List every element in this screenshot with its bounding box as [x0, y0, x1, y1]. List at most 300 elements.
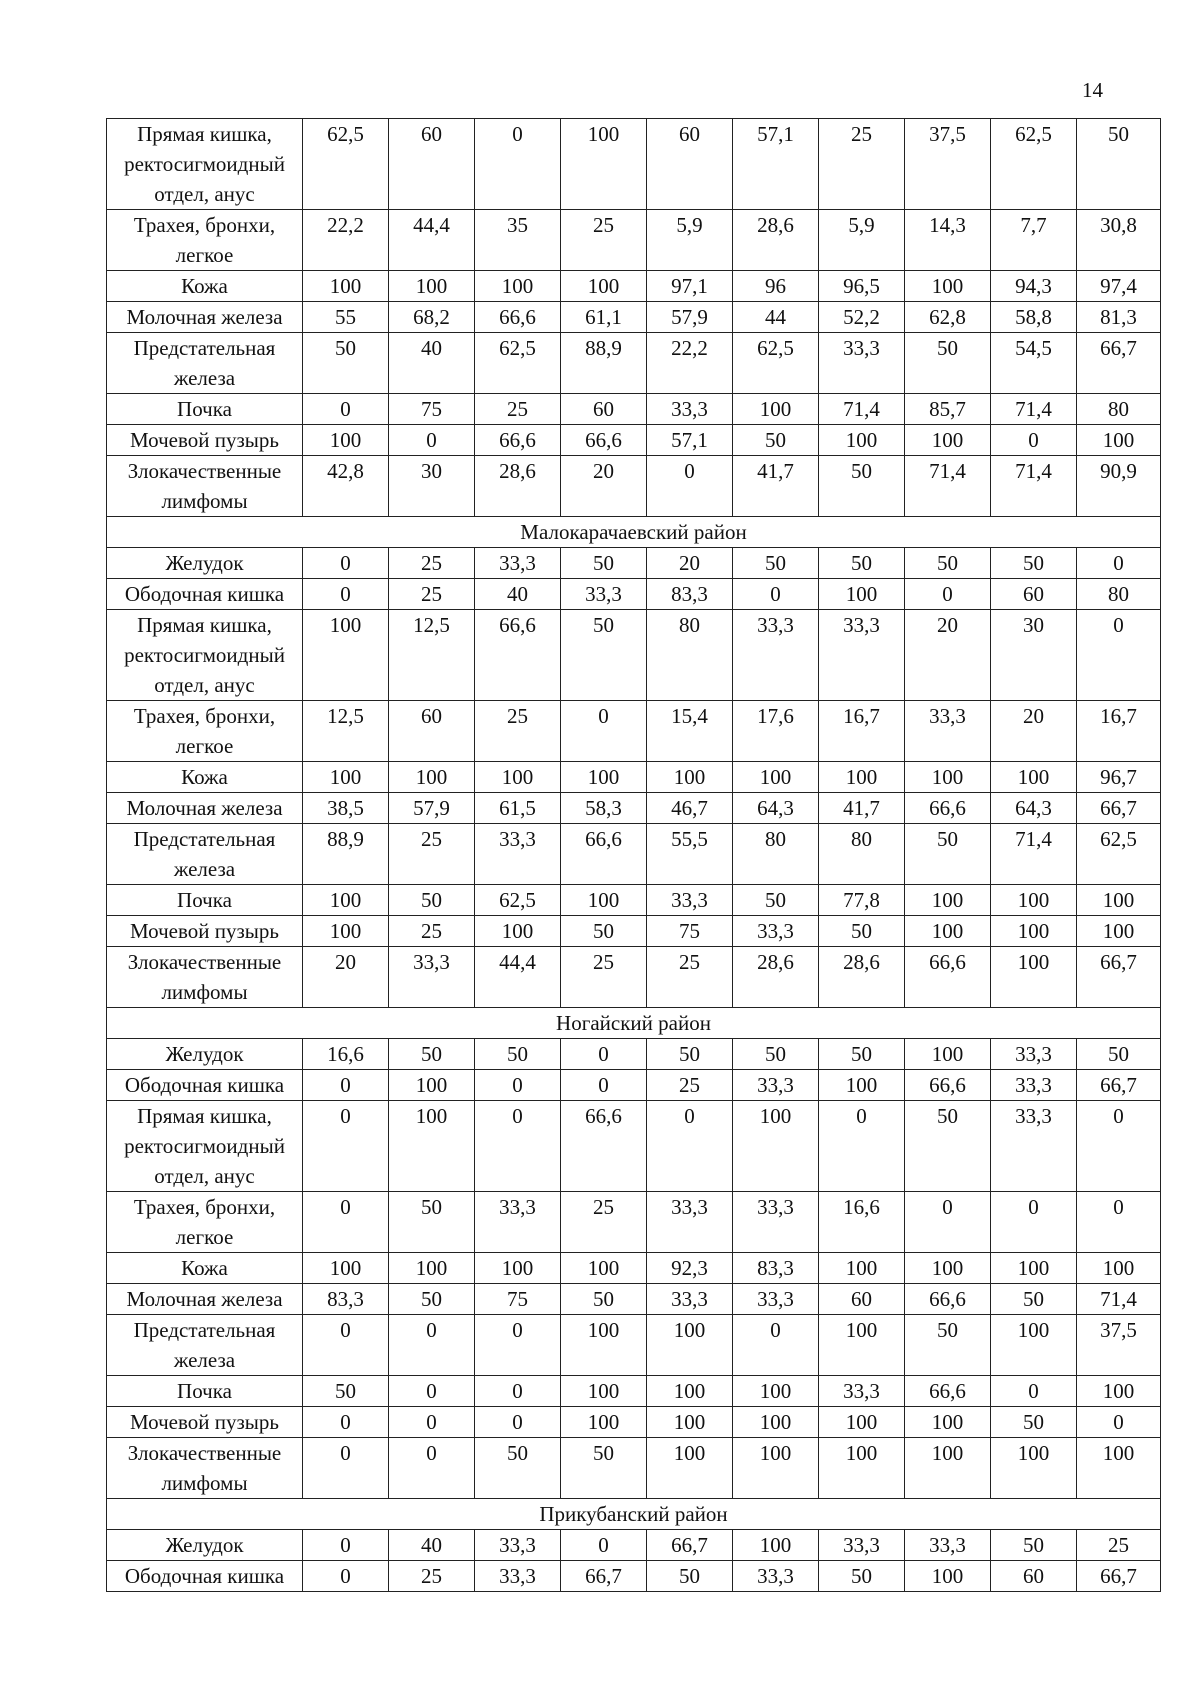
value-cell: 96 [733, 271, 819, 302]
row-label: Молочная железа [107, 1284, 303, 1315]
value-cell: 38,5 [303, 793, 389, 824]
value-cell: 80 [1077, 394, 1161, 425]
value-cell: 0 [389, 1376, 475, 1407]
value-cell: 0 [647, 1101, 733, 1192]
value-cell: 80 [819, 824, 905, 885]
value-cell: 50 [819, 1561, 905, 1592]
value-cell: 22,2 [647, 333, 733, 394]
value-cell: 40 [389, 333, 475, 394]
value-cell: 0 [475, 1070, 561, 1101]
value-cell: 75 [475, 1284, 561, 1315]
value-cell: 57,1 [733, 119, 819, 210]
value-cell: 60 [647, 119, 733, 210]
value-cell: 44 [733, 302, 819, 333]
value-cell: 50 [905, 824, 991, 885]
row-label: Предстательная железа [107, 1315, 303, 1376]
value-cell: 58,3 [561, 793, 647, 824]
section-header-row [107, 517, 1161, 548]
value-cell: 66,6 [561, 425, 647, 456]
row-label: Злокачественные лимфомы [107, 1438, 303, 1499]
value-cell: 81,3 [1077, 302, 1161, 333]
value-cell: 0 [991, 1192, 1077, 1253]
value-cell: 0 [389, 1438, 475, 1499]
section-title: Прикубанский район [107, 1499, 1161, 1530]
value-cell: 100 [475, 1253, 561, 1284]
table-row [107, 1101, 1161, 1192]
value-cell: 25 [561, 947, 647, 1008]
value-cell: 100 [733, 1438, 819, 1499]
value-cell: 14,3 [905, 210, 991, 271]
value-cell: 37,5 [905, 119, 991, 210]
table-row [107, 425, 1161, 456]
value-cell: 33,3 [475, 824, 561, 885]
value-cell: 20 [647, 548, 733, 579]
value-cell: 50 [819, 456, 905, 517]
value-cell: 25 [389, 916, 475, 947]
value-cell: 71,4 [1077, 1284, 1161, 1315]
table-row [107, 1438, 1161, 1499]
value-cell: 100 [475, 916, 561, 947]
value-cell: 40 [389, 1530, 475, 1561]
value-cell: 33,3 [819, 610, 905, 701]
value-cell: 33,3 [991, 1039, 1077, 1070]
value-cell: 100 [991, 1315, 1077, 1376]
value-cell: 33,3 [475, 548, 561, 579]
value-cell: 71,4 [991, 456, 1077, 517]
value-cell: 100 [905, 1253, 991, 1284]
value-cell: 100 [733, 1376, 819, 1407]
value-cell: 66,7 [1077, 1561, 1161, 1592]
value-cell: 0 [475, 1101, 561, 1192]
table-row [107, 824, 1161, 885]
value-cell: 30 [991, 610, 1077, 701]
value-cell: 20 [561, 456, 647, 517]
value-cell: 66,6 [905, 1070, 991, 1101]
value-cell: 0 [561, 1070, 647, 1101]
value-cell: 100 [819, 425, 905, 456]
value-cell: 62,5 [1077, 824, 1161, 885]
value-cell: 50 [905, 548, 991, 579]
value-cell: 33,3 [733, 610, 819, 701]
value-cell: 33,3 [475, 1561, 561, 1592]
row-label: Прямая кишка, ректосигмоидный отдел, анус [107, 1101, 303, 1192]
value-cell: 33,3 [991, 1070, 1077, 1101]
value-cell: 64,3 [991, 793, 1077, 824]
value-cell: 0 [561, 701, 647, 762]
table-row [107, 333, 1161, 394]
row-label: Желудок [107, 1039, 303, 1070]
value-cell: 0 [1077, 1101, 1161, 1192]
value-cell: 25 [561, 1192, 647, 1253]
value-cell: 55,5 [647, 824, 733, 885]
value-cell: 100 [819, 579, 905, 610]
value-cell: 50 [991, 548, 1077, 579]
value-cell: 40 [475, 579, 561, 610]
value-cell: 100 [819, 1315, 905, 1376]
value-cell: 100 [389, 1101, 475, 1192]
value-cell: 50 [475, 1438, 561, 1499]
value-cell: 100 [647, 1315, 733, 1376]
value-cell: 94,3 [991, 271, 1077, 302]
value-cell: 100 [561, 119, 647, 210]
value-cell: 50 [991, 1284, 1077, 1315]
section-title: Ногайский район [107, 1008, 1161, 1039]
value-cell: 16,7 [819, 701, 905, 762]
value-cell: 16,6 [303, 1039, 389, 1070]
value-cell: 0 [303, 1101, 389, 1192]
value-cell: 50 [905, 333, 991, 394]
value-cell: 83,3 [733, 1253, 819, 1284]
value-cell: 0 [819, 1101, 905, 1192]
value-cell: 100 [733, 394, 819, 425]
value-cell: 50 [561, 1438, 647, 1499]
value-cell: 66,6 [561, 824, 647, 885]
table-row [107, 1192, 1161, 1253]
value-cell: 0 [647, 456, 733, 517]
value-cell: 100 [905, 1438, 991, 1499]
value-cell: 66,7 [1077, 793, 1161, 824]
value-cell: 33,3 [647, 394, 733, 425]
value-cell: 50 [733, 425, 819, 456]
value-cell: 25 [389, 824, 475, 885]
value-cell: 96,5 [819, 271, 905, 302]
value-cell: 60 [561, 394, 647, 425]
value-cell: 54,5 [991, 333, 1077, 394]
value-cell: 100 [561, 1253, 647, 1284]
value-cell: 55 [303, 302, 389, 333]
row-label: Ободочная кишка [107, 579, 303, 610]
value-cell: 100 [905, 916, 991, 947]
value-cell: 20 [991, 701, 1077, 762]
table-row [107, 394, 1161, 425]
value-cell: 100 [1077, 1438, 1161, 1499]
value-cell: 71,4 [991, 824, 1077, 885]
value-cell: 100 [561, 885, 647, 916]
row-label: Злокачественные лимфомы [107, 947, 303, 1008]
value-cell: 66,6 [905, 793, 991, 824]
row-label: Почка [107, 885, 303, 916]
value-cell: 66,6 [905, 1284, 991, 1315]
value-cell: 71,4 [905, 456, 991, 517]
value-cell: 66,6 [561, 1101, 647, 1192]
row-label: Трахея, бронхи, легкое [107, 210, 303, 271]
table-row [107, 456, 1161, 517]
section-header-row [107, 1008, 1161, 1039]
value-cell: 44,4 [389, 210, 475, 271]
value-cell: 50 [819, 1039, 905, 1070]
value-cell: 100 [905, 271, 991, 302]
value-cell: 66,7 [1077, 1070, 1161, 1101]
section-header-row [107, 1499, 1161, 1530]
value-cell: 0 [991, 1376, 1077, 1407]
value-cell: 20 [905, 610, 991, 701]
row-label: Молочная железа [107, 302, 303, 333]
value-cell: 92,3 [647, 1253, 733, 1284]
value-cell: 62,8 [905, 302, 991, 333]
value-cell: 0 [303, 579, 389, 610]
table-row [107, 1284, 1161, 1315]
value-cell: 44,4 [475, 947, 561, 1008]
row-label: Прямая кишка, ректосигмоидный отдел, анус [107, 119, 303, 210]
value-cell: 50 [733, 1039, 819, 1070]
value-cell: 100 [303, 1253, 389, 1284]
table-row [107, 1070, 1161, 1101]
value-cell: 5,9 [819, 210, 905, 271]
value-cell: 25 [475, 394, 561, 425]
value-cell: 88,9 [561, 333, 647, 394]
value-cell: 50 [1077, 119, 1161, 210]
row-label: Ободочная кишка [107, 1561, 303, 1592]
value-cell: 97,4 [1077, 271, 1161, 302]
value-cell: 0 [561, 1039, 647, 1070]
value-cell: 28,6 [819, 947, 905, 1008]
section-title: Малокарачаевский район [107, 517, 1161, 548]
row-label: Мочевой пузырь [107, 425, 303, 456]
value-cell: 100 [733, 762, 819, 793]
value-cell: 66,7 [1077, 333, 1161, 394]
value-cell: 100 [647, 762, 733, 793]
value-cell: 0 [475, 119, 561, 210]
value-cell: 41,7 [819, 793, 905, 824]
table-row [107, 302, 1161, 333]
value-cell: 100 [819, 1253, 905, 1284]
value-cell: 100 [819, 1407, 905, 1438]
row-label: Кожа [107, 1253, 303, 1284]
value-cell: 100 [991, 947, 1077, 1008]
value-cell: 33,3 [733, 1070, 819, 1101]
table-row [107, 1315, 1161, 1376]
value-cell: 100 [991, 1438, 1077, 1499]
row-label: Почка [107, 1376, 303, 1407]
table-row [107, 271, 1161, 302]
value-cell: 5,9 [647, 210, 733, 271]
value-cell: 68,2 [389, 302, 475, 333]
page-number: 14 [1082, 78, 1103, 102]
value-cell: 83,3 [303, 1284, 389, 1315]
value-cell: 33,3 [905, 1530, 991, 1561]
value-cell: 60 [991, 579, 1077, 610]
value-cell: 0 [303, 548, 389, 579]
value-cell: 50 [389, 1039, 475, 1070]
value-cell: 25 [561, 210, 647, 271]
value-cell: 66,7 [561, 1561, 647, 1592]
value-cell: 100 [389, 1253, 475, 1284]
value-cell: 100 [647, 1376, 733, 1407]
value-cell: 50 [647, 1039, 733, 1070]
value-cell: 62,5 [475, 333, 561, 394]
value-cell: 50 [905, 1101, 991, 1192]
value-cell: 71,4 [991, 394, 1077, 425]
incidence-table [106, 118, 1161, 1592]
value-cell: 100 [561, 1407, 647, 1438]
value-cell: 100 [905, 1407, 991, 1438]
row-label: Мочевой пузырь [107, 1407, 303, 1438]
value-cell: 100 [303, 271, 389, 302]
table-row [107, 762, 1161, 793]
value-cell: 100 [991, 762, 1077, 793]
value-cell: 33,3 [733, 1192, 819, 1253]
value-cell: 46,7 [647, 793, 733, 824]
value-cell: 90,9 [1077, 456, 1161, 517]
value-cell: 80 [647, 610, 733, 701]
value-cell: 62,5 [475, 885, 561, 916]
value-cell: 100 [1077, 1376, 1161, 1407]
value-cell: 57,9 [389, 793, 475, 824]
value-cell: 25 [389, 579, 475, 610]
value-cell: 57,9 [647, 302, 733, 333]
value-cell: 0 [1077, 610, 1161, 701]
value-cell: 33,3 [819, 1376, 905, 1407]
row-label: Мочевой пузырь [107, 916, 303, 947]
value-cell: 75 [647, 916, 733, 947]
value-cell: 88,9 [303, 824, 389, 885]
value-cell: 0 [303, 1315, 389, 1376]
value-cell: 50 [389, 885, 475, 916]
value-cell: 33,3 [733, 1561, 819, 1592]
value-cell: 100 [303, 425, 389, 456]
table-row [107, 885, 1161, 916]
value-cell: 50 [561, 916, 647, 947]
table-row [107, 1039, 1161, 1070]
value-cell: 35 [475, 210, 561, 271]
value-cell: 0 [905, 1192, 991, 1253]
row-label: Желудок [107, 1530, 303, 1561]
value-cell: 28,6 [733, 947, 819, 1008]
value-cell: 33,3 [647, 1284, 733, 1315]
value-cell: 100 [303, 610, 389, 701]
value-cell: 100 [1077, 425, 1161, 456]
value-cell: 100 [1077, 885, 1161, 916]
value-cell: 100 [905, 1561, 991, 1592]
value-cell: 28,6 [733, 210, 819, 271]
value-cell: 62,5 [733, 333, 819, 394]
value-cell: 22,2 [303, 210, 389, 271]
value-cell: 33,3 [389, 947, 475, 1008]
value-cell: 0 [303, 394, 389, 425]
value-cell: 33,3 [819, 1530, 905, 1561]
value-cell: 25 [647, 1070, 733, 1101]
value-cell: 50 [303, 333, 389, 394]
value-cell: 41,7 [733, 456, 819, 517]
value-cell: 61,5 [475, 793, 561, 824]
value-cell: 0 [561, 1530, 647, 1561]
value-cell: 25 [819, 119, 905, 210]
value-cell: 12,5 [389, 610, 475, 701]
value-cell: 50 [561, 548, 647, 579]
value-cell: 0 [389, 1315, 475, 1376]
value-cell: 50 [819, 548, 905, 579]
value-cell: 66,6 [905, 1376, 991, 1407]
value-cell: 0 [303, 1438, 389, 1499]
value-cell: 28,6 [475, 456, 561, 517]
value-cell: 100 [561, 1376, 647, 1407]
value-cell: 97,1 [647, 271, 733, 302]
table-row [107, 1253, 1161, 1284]
value-cell: 50 [991, 1407, 1077, 1438]
value-cell: 100 [1077, 916, 1161, 947]
value-cell: 25 [389, 548, 475, 579]
value-cell: 0 [905, 579, 991, 610]
row-label: Прямая кишка, ректосигмоидный отдел, анус [107, 610, 303, 701]
value-cell: 100 [905, 885, 991, 916]
value-cell: 100 [389, 271, 475, 302]
table-row [107, 701, 1161, 762]
value-cell: 0 [389, 425, 475, 456]
value-cell: 100 [1077, 1253, 1161, 1284]
value-cell: 50 [991, 1530, 1077, 1561]
value-cell: 33,3 [475, 1192, 561, 1253]
value-cell: 0 [303, 1192, 389, 1253]
value-cell: 25 [647, 947, 733, 1008]
value-cell: 100 [733, 1530, 819, 1561]
value-cell: 100 [819, 1438, 905, 1499]
value-cell: 100 [733, 1101, 819, 1192]
row-label: Трахея, бронхи, легкое [107, 701, 303, 762]
row-label: Кожа [107, 271, 303, 302]
value-cell: 50 [561, 610, 647, 701]
table-row [107, 1561, 1161, 1592]
value-cell: 100 [561, 271, 647, 302]
row-label: Трахея, бронхи, легкое [107, 1192, 303, 1253]
value-cell: 60 [389, 119, 475, 210]
value-cell: 33,3 [905, 701, 991, 762]
value-cell: 100 [303, 916, 389, 947]
value-cell: 0 [991, 425, 1077, 456]
value-cell: 100 [647, 1407, 733, 1438]
value-cell: 50 [819, 916, 905, 947]
table-row [107, 610, 1161, 701]
value-cell: 62,5 [303, 119, 389, 210]
value-cell: 61,1 [561, 302, 647, 333]
row-label: Ободочная кишка [107, 1070, 303, 1101]
value-cell: 66,6 [475, 425, 561, 456]
value-cell: 0 [303, 1530, 389, 1561]
table-row [107, 1407, 1161, 1438]
value-cell: 62,5 [991, 119, 1077, 210]
value-cell: 16,6 [819, 1192, 905, 1253]
table-row [107, 119, 1161, 210]
value-cell: 100 [819, 762, 905, 793]
row-label: Предстательная железа [107, 333, 303, 394]
value-cell: 50 [389, 1192, 475, 1253]
value-cell: 80 [733, 824, 819, 885]
value-cell: 50 [733, 885, 819, 916]
row-label: Молочная железа [107, 793, 303, 824]
value-cell: 100 [561, 1315, 647, 1376]
value-cell: 100 [905, 425, 991, 456]
value-cell: 33,3 [561, 579, 647, 610]
value-cell: 50 [389, 1284, 475, 1315]
table-row [107, 210, 1161, 271]
table-body [107, 119, 1161, 1592]
value-cell: 100 [389, 1070, 475, 1101]
value-cell: 0 [1077, 1407, 1161, 1438]
value-cell: 58,8 [991, 302, 1077, 333]
value-cell: 66,6 [475, 610, 561, 701]
value-cell: 100 [303, 885, 389, 916]
value-cell: 20 [303, 947, 389, 1008]
value-cell: 50 [303, 1376, 389, 1407]
value-cell: 0 [1077, 1192, 1161, 1253]
value-cell: 52,2 [819, 302, 905, 333]
table-row [107, 947, 1161, 1008]
value-cell: 80 [1077, 579, 1161, 610]
value-cell: 100 [905, 762, 991, 793]
value-cell: 0 [475, 1407, 561, 1438]
value-cell: 100 [475, 271, 561, 302]
table-row [107, 1530, 1161, 1561]
row-label: Почка [107, 394, 303, 425]
